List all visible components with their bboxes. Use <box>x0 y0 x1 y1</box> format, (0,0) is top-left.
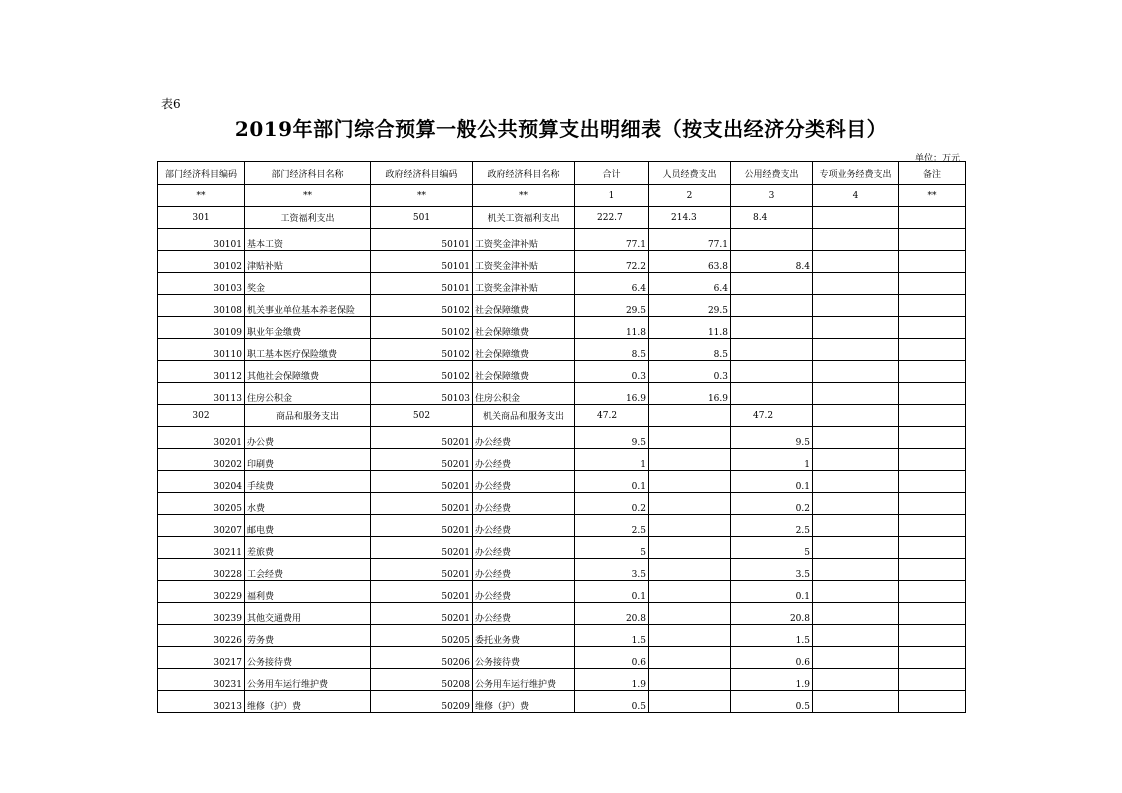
row-total: 5 <box>575 537 649 559</box>
row-remark <box>899 471 966 493</box>
group-total: 222.7 <box>575 207 649 229</box>
row-total: 0.1 <box>575 581 649 603</box>
group-special <box>813 405 899 427</box>
row-gov-name: 公务接待费 <box>473 647 575 669</box>
row-code: 30229 <box>158 581 245 603</box>
row-code: 30109 <box>158 317 245 339</box>
row-gov-name: 办公经费 <box>473 559 575 581</box>
row-total: 11.8 <box>575 317 649 339</box>
group-personnel <box>649 405 731 427</box>
row-name: 印刷费 <box>245 449 371 471</box>
table-row <box>158 603 966 625</box>
table-row <box>158 295 966 317</box>
table-row <box>158 691 966 713</box>
table-row <box>158 647 966 669</box>
row-personnel: 6.4 <box>649 273 731 295</box>
row-gov-code: 50208 <box>371 669 473 691</box>
row-public: 8.4 <box>731 251 813 273</box>
row-name: 差旅费 <box>245 537 371 559</box>
row-gov-name: 工资奖金津补贴 <box>473 273 575 295</box>
row-special <box>813 559 899 581</box>
row-total: 0.2 <box>575 493 649 515</box>
row-public: 0.1 <box>731 581 813 603</box>
group-name: 工资福利支出 <box>245 207 371 229</box>
group-personnel: 214.3 <box>649 207 731 229</box>
table-row <box>158 515 966 537</box>
row-public: 1.9 <box>731 669 813 691</box>
row-special <box>813 581 899 603</box>
table-row <box>158 317 966 339</box>
column-header: 合计 <box>575 162 649 185</box>
row-total: 6.4 <box>575 273 649 295</box>
row-total: 3.5 <box>575 559 649 581</box>
column-header: 政府经济科目编码 <box>371 162 473 185</box>
row-name: 机关事业单位基本养老保险 <box>245 295 371 317</box>
row-special <box>813 383 899 405</box>
row-gov-name: 社会保障缴费 <box>473 295 575 317</box>
row-special <box>813 603 899 625</box>
row-special <box>813 625 899 647</box>
row-remark <box>899 361 966 383</box>
row-public: 0.5 <box>731 691 813 713</box>
index-cell: 4 <box>813 185 899 207</box>
row-public: 3.5 <box>731 559 813 581</box>
row-gov-code: 50201 <box>371 559 473 581</box>
row-personnel: 63.8 <box>649 251 731 273</box>
row-total: 8.5 <box>575 339 649 361</box>
group-name: 商品和服务支出 <box>245 405 371 427</box>
row-code: 30231 <box>158 669 245 691</box>
group-remark <box>899 405 966 427</box>
row-gov-code: 50102 <box>371 317 473 339</box>
row-name: 福利费 <box>245 581 371 603</box>
group-row <box>158 207 966 229</box>
row-remark <box>899 669 966 691</box>
row-personnel: 11.8 <box>649 317 731 339</box>
row-gov-code: 50201 <box>371 603 473 625</box>
row-gov-name: 工资奖金津补贴 <box>473 251 575 273</box>
row-public: 0.6 <box>731 647 813 669</box>
table-row <box>158 581 966 603</box>
row-gov-code: 50201 <box>371 515 473 537</box>
row-total: 9.5 <box>575 427 649 449</box>
row-special <box>813 471 899 493</box>
row-name: 其他交通费用 <box>245 603 371 625</box>
row-gov-name: 办公经费 <box>473 581 575 603</box>
table-row <box>158 559 966 581</box>
row-total: 0.5 <box>575 691 649 713</box>
index-row <box>158 185 966 207</box>
row-special <box>813 229 899 251</box>
row-code: 30108 <box>158 295 245 317</box>
group-code: 302 <box>158 405 245 427</box>
row-special <box>813 273 899 295</box>
row-code: 30213 <box>158 691 245 713</box>
row-gov-code: 50103 <box>371 383 473 405</box>
column-header: 人员经费支出 <box>649 162 731 185</box>
row-public <box>731 361 813 383</box>
row-code: 30217 <box>158 647 245 669</box>
row-gov-name: 社会保障缴费 <box>473 339 575 361</box>
row-remark <box>899 229 966 251</box>
row-gov-name: 办公经费 <box>473 471 575 493</box>
row-public: 0.2 <box>731 493 813 515</box>
row-personnel: 8.5 <box>649 339 731 361</box>
index-cell: ** <box>371 185 473 207</box>
group-gov-name: 机关商品和服务支出 <box>473 405 575 427</box>
row-special <box>813 295 899 317</box>
row-personnel <box>649 493 731 515</box>
row-total: 2.5 <box>575 515 649 537</box>
row-remark <box>899 581 966 603</box>
row-personnel <box>649 449 731 471</box>
table-body <box>158 162 966 713</box>
row-personnel: 29.5 <box>649 295 731 317</box>
table-row <box>158 537 966 559</box>
unit-label: 单位：万元 <box>914 154 960 164</box>
row-total: 16.9 <box>575 383 649 405</box>
row-name: 职业年金缴费 <box>245 317 371 339</box>
row-remark <box>899 251 966 273</box>
row-special <box>813 537 899 559</box>
row-public <box>731 295 813 317</box>
table-number: 表6 <box>161 97 181 111</box>
group-gov-code: 501 <box>371 207 473 229</box>
row-name: 水费 <box>245 493 371 515</box>
row-special <box>813 493 899 515</box>
row-total: 72.2 <box>575 251 649 273</box>
row-gov-name: 委托业务费 <box>473 625 575 647</box>
row-special <box>813 427 899 449</box>
row-gov-code: 50101 <box>371 273 473 295</box>
row-personnel <box>649 581 731 603</box>
row-remark <box>899 647 966 669</box>
group-gov-code: 502 <box>371 405 473 427</box>
row-name: 住房公积金 <box>245 383 371 405</box>
row-public: 20.8 <box>731 603 813 625</box>
row-personnel <box>649 559 731 581</box>
row-personnel: 77.1 <box>649 229 731 251</box>
row-special <box>813 515 899 537</box>
row-gov-name: 办公经费 <box>473 449 575 471</box>
row-gov-name: 社会保障缴费 <box>473 317 575 339</box>
row-gov-code: 50205 <box>371 625 473 647</box>
row-name: 公务用车运行维护费 <box>245 669 371 691</box>
table-row <box>158 229 966 251</box>
row-personnel <box>649 669 731 691</box>
row-public: 2.5 <box>731 515 813 537</box>
group-remark <box>899 207 966 229</box>
row-gov-code: 50101 <box>371 229 473 251</box>
row-gov-name: 办公经费 <box>473 515 575 537</box>
row-special <box>813 449 899 471</box>
row-personnel <box>649 691 731 713</box>
row-code: 30211 <box>158 537 245 559</box>
row-public <box>731 273 813 295</box>
row-remark <box>899 537 966 559</box>
row-special <box>813 647 899 669</box>
row-personnel: 16.9 <box>649 383 731 405</box>
column-header: 备注 <box>899 162 966 185</box>
row-remark <box>899 273 966 295</box>
group-code: 301 <box>158 207 245 229</box>
row-gov-name: 办公经费 <box>473 537 575 559</box>
row-name: 奖金 <box>245 273 371 295</box>
row-personnel <box>649 515 731 537</box>
row-name: 手续费 <box>245 471 371 493</box>
row-public <box>731 229 813 251</box>
row-remark <box>899 515 966 537</box>
group-gov-name: 机关工资福利支出 <box>473 207 575 229</box>
index-cell: ** <box>473 185 575 207</box>
row-code: 30228 <box>158 559 245 581</box>
table-row <box>158 339 966 361</box>
row-code: 30113 <box>158 383 245 405</box>
row-gov-code: 50209 <box>371 691 473 713</box>
group-public: 47.2 <box>731 405 813 427</box>
row-gov-name: 住房公积金 <box>473 383 575 405</box>
row-gov-code: 50201 <box>371 581 473 603</box>
row-remark <box>899 339 966 361</box>
table-row <box>158 625 966 647</box>
row-personnel <box>649 603 731 625</box>
row-gov-name: 办公经费 <box>473 493 575 515</box>
row-personnel <box>649 537 731 559</box>
row-personnel <box>649 427 731 449</box>
row-gov-name: 办公经费 <box>473 603 575 625</box>
row-public: 1.5 <box>731 625 813 647</box>
row-remark <box>899 493 966 515</box>
row-name: 基本工资 <box>245 229 371 251</box>
row-total: 77.1 <box>575 229 649 251</box>
row-code: 30201 <box>158 427 245 449</box>
table-row <box>158 427 966 449</box>
row-total: 0.3 <box>575 361 649 383</box>
row-remark <box>899 559 966 581</box>
row-gov-code: 50201 <box>371 471 473 493</box>
row-gov-name: 工资奖金津补贴 <box>473 229 575 251</box>
row-total: 1.5 <box>575 625 649 647</box>
row-gov-code: 50102 <box>371 295 473 317</box>
row-code: 30112 <box>158 361 245 383</box>
index-cell: ** <box>158 185 245 207</box>
row-special <box>813 339 899 361</box>
table-row <box>158 361 966 383</box>
row-total: 1 <box>575 449 649 471</box>
row-gov-code: 50201 <box>371 537 473 559</box>
row-personnel <box>649 471 731 493</box>
row-remark <box>899 449 966 471</box>
row-code: 30239 <box>158 603 245 625</box>
row-name: 维修（护）费 <box>245 691 371 713</box>
row-remark <box>899 427 966 449</box>
index-cell: 3 <box>731 185 813 207</box>
row-code: 30207 <box>158 515 245 537</box>
row-name: 其他社会保障缴费 <box>245 361 371 383</box>
row-public: 9.5 <box>731 427 813 449</box>
page-title: 2019年部门综合预算一般公共预算支出明细表（按支出经济分类科目） <box>234 117 888 141</box>
row-name: 职工基本医疗保险缴费 <box>245 339 371 361</box>
row-special <box>813 251 899 273</box>
group-total: 47.2 <box>575 405 649 427</box>
row-gov-code: 50101 <box>371 251 473 273</box>
table-row <box>158 383 966 405</box>
row-personnel: 0.3 <box>649 361 731 383</box>
row-public <box>731 317 813 339</box>
row-gov-name: 办公经费 <box>473 427 575 449</box>
row-name: 邮电费 <box>245 515 371 537</box>
row-total: 29.5 <box>575 295 649 317</box>
row-remark <box>899 603 966 625</box>
row-code: 30204 <box>158 471 245 493</box>
row-gov-name: 社会保障缴费 <box>473 361 575 383</box>
row-remark <box>899 383 966 405</box>
row-special <box>813 361 899 383</box>
row-gov-code: 50201 <box>371 449 473 471</box>
row-special <box>813 669 899 691</box>
column-header: 部门经济科目编码 <box>158 162 245 185</box>
row-code: 30110 <box>158 339 245 361</box>
row-remark <box>899 317 966 339</box>
column-header: 专项业务经费支出 <box>813 162 899 185</box>
budget-table <box>157 161 966 713</box>
row-name: 公务接待费 <box>245 647 371 669</box>
row-gov-name: 公务用车运行维护费 <box>473 669 575 691</box>
row-code: 30226 <box>158 625 245 647</box>
column-header: 政府经济科目名称 <box>473 162 575 185</box>
row-public: 5 <box>731 537 813 559</box>
row-remark <box>899 625 966 647</box>
row-public: 0.1 <box>731 471 813 493</box>
row-public: 1 <box>731 449 813 471</box>
row-name: 劳务费 <box>245 625 371 647</box>
row-personnel <box>649 647 731 669</box>
row-name: 工会经费 <box>245 559 371 581</box>
table-row <box>158 471 966 493</box>
row-remark <box>899 295 966 317</box>
row-gov-code: 50206 <box>371 647 473 669</box>
group-row <box>158 405 966 427</box>
table-row <box>158 493 966 515</box>
row-special <box>813 317 899 339</box>
row-code: 30103 <box>158 273 245 295</box>
row-remark <box>899 691 966 713</box>
index-cell: ** <box>899 185 966 207</box>
group-public: 8.4 <box>731 207 813 229</box>
row-public <box>731 383 813 405</box>
group-special <box>813 207 899 229</box>
row-special <box>813 691 899 713</box>
row-code: 30102 <box>158 251 245 273</box>
row-personnel <box>649 625 731 647</box>
row-code: 30205 <box>158 493 245 515</box>
table-row <box>158 251 966 273</box>
row-total: 0.1 <box>575 471 649 493</box>
index-cell: ** <box>245 185 371 207</box>
table-row <box>158 273 966 295</box>
row-name: 办公费 <box>245 427 371 449</box>
row-gov-code: 50201 <box>371 427 473 449</box>
table-row <box>158 669 966 691</box>
table-row <box>158 449 966 471</box>
row-total: 20.8 <box>575 603 649 625</box>
column-header: 公用经费支出 <box>731 162 813 185</box>
row-gov-code: 50102 <box>371 361 473 383</box>
row-code: 30101 <box>158 229 245 251</box>
row-gov-code: 50102 <box>371 339 473 361</box>
row-gov-name: 维修（护）费 <box>473 691 575 713</box>
row-public <box>731 339 813 361</box>
row-total: 1.9 <box>575 669 649 691</box>
column-header: 部门经济科目名称 <box>245 162 371 185</box>
row-total: 0.6 <box>575 647 649 669</box>
row-code: 30202 <box>158 449 245 471</box>
row-name: 津贴补贴 <box>245 251 371 273</box>
row-gov-code: 50201 <box>371 493 473 515</box>
index-cell: 2 <box>649 185 731 207</box>
header-row <box>158 162 966 185</box>
index-cell: 1 <box>575 185 649 207</box>
